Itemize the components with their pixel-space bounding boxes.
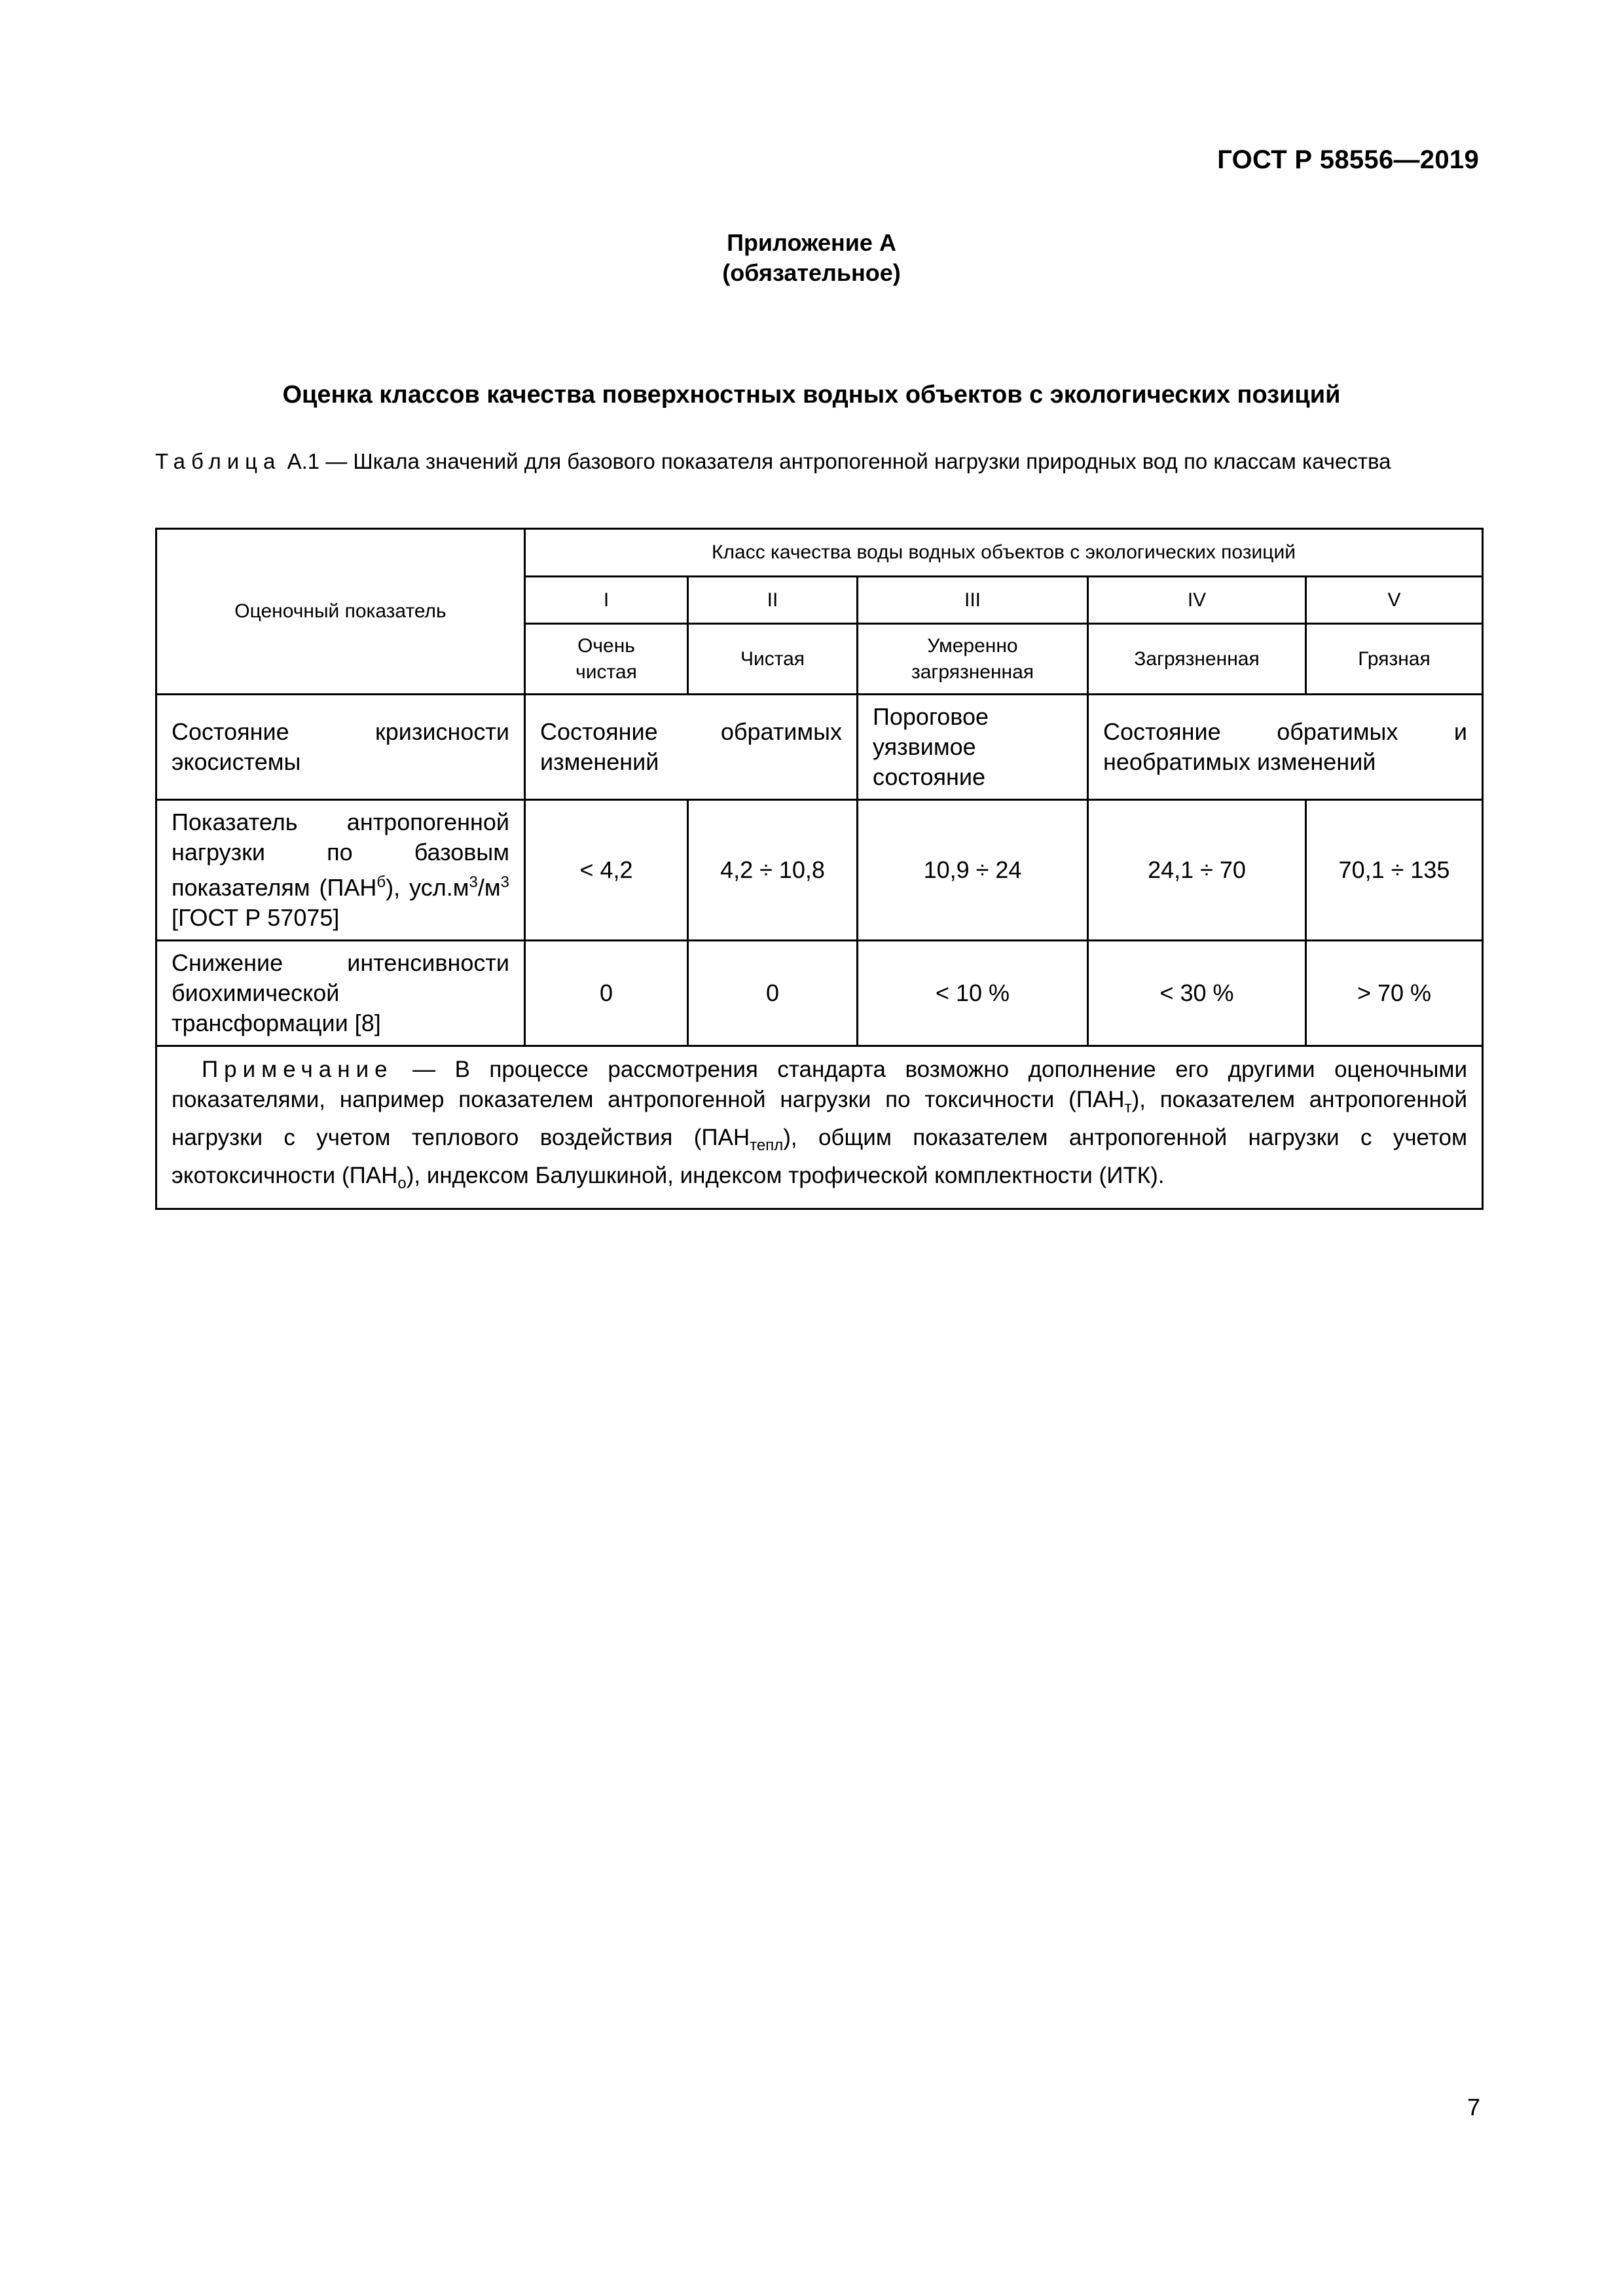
page-number: 7 bbox=[1467, 2094, 1480, 2121]
bio-value: < 30 % bbox=[1088, 941, 1306, 1046]
bio-value: > 70 % bbox=[1306, 941, 1483, 1046]
table-caption bbox=[155, 446, 1481, 477]
class-name: Чистая bbox=[688, 624, 858, 695]
bio-value: 0 bbox=[688, 941, 858, 1046]
class-numeral: IV bbox=[1088, 577, 1306, 624]
bio-value: 0 bbox=[525, 941, 688, 1046]
quality-class-table bbox=[155, 528, 1484, 1210]
row-crisis-indicator: Состояние кризисности экосистемы bbox=[156, 695, 525, 800]
table-caption-label: Таблица bbox=[155, 449, 282, 473]
table-caption-text: А.1 — Шкала значений для базового показателя антропогенной нагрузки природных вод по классам качества bbox=[287, 449, 1391, 473]
indicator-column-header: Оценочный показатель bbox=[156, 529, 525, 695]
class-name: Грязная bbox=[1306, 624, 1483, 695]
pan-value: 24,1 ÷ 70 bbox=[1088, 800, 1306, 941]
class-name: Очень чистая bbox=[525, 624, 688, 695]
class-group-header: Класс качества воды водных объектов с экологических позиций bbox=[525, 529, 1483, 577]
appendix-status: (обязательное) bbox=[722, 259, 901, 286]
document-code: ГОСТ Р 58556—2019 bbox=[1217, 145, 1479, 174]
class-name: Загрязненная bbox=[1088, 624, 1306, 695]
bio-value: < 10 % bbox=[858, 941, 1088, 1046]
class-numeral: III bbox=[858, 577, 1088, 624]
crisis-state-reversible: Состояние обратимых изменений bbox=[525, 695, 858, 800]
crisis-state-irreversible: Состояние обратимых и необратимых изменений bbox=[1088, 695, 1483, 800]
pan-value: 4,2 ÷ 10,8 bbox=[688, 800, 858, 941]
class-numeral: V bbox=[1306, 577, 1483, 624]
appendix-heading bbox=[0, 228, 1623, 288]
table-note: Примечание — В процессе рассмотрения стандарта возможно дополнение его другими оценочными показателями, например показателем антропогенной нагрузки по токсичности $(ПАН_т)$, показателем антропогенной нагрузки с учетом теплового воздействия $(ПАН_{тепл})$, общим показателем антропогенной нагрузки с учетом экотоксичности $(ПАН_о)$, индексом Балушкиной, индексом трофической комплектности (ИТК). bbox=[156, 1046, 1483, 1209]
pan-value: < 4,2 bbox=[525, 800, 688, 941]
pan-value: 10,9 ÷ 24 bbox=[858, 800, 1088, 941]
class-numeral: II bbox=[688, 577, 858, 624]
row-pan-indicator: Показатель антропогенной нагрузки по базовым показателям $(ПАН^б)$, $усл.м^3/м^3$ [ГОСТ Р 57075] bbox=[156, 800, 525, 941]
class-numeral: I bbox=[525, 577, 688, 624]
row-bio-indicator: Снижение интенсивности биохимической трансформации [8] bbox=[156, 941, 525, 1046]
class-name: Умеренно загрязненная bbox=[858, 624, 1088, 695]
crisis-state-threshold: Пороговое уязвимое состояние bbox=[858, 695, 1088, 800]
appendix-title: Приложение А bbox=[727, 229, 896, 256]
section-title: Оценка классов качества поверхностных водных объектов с экологических позиций bbox=[282, 381, 1341, 409]
pan-value: 70,1 ÷ 135 bbox=[1306, 800, 1483, 941]
note-label: Примечание bbox=[202, 1057, 393, 1082]
